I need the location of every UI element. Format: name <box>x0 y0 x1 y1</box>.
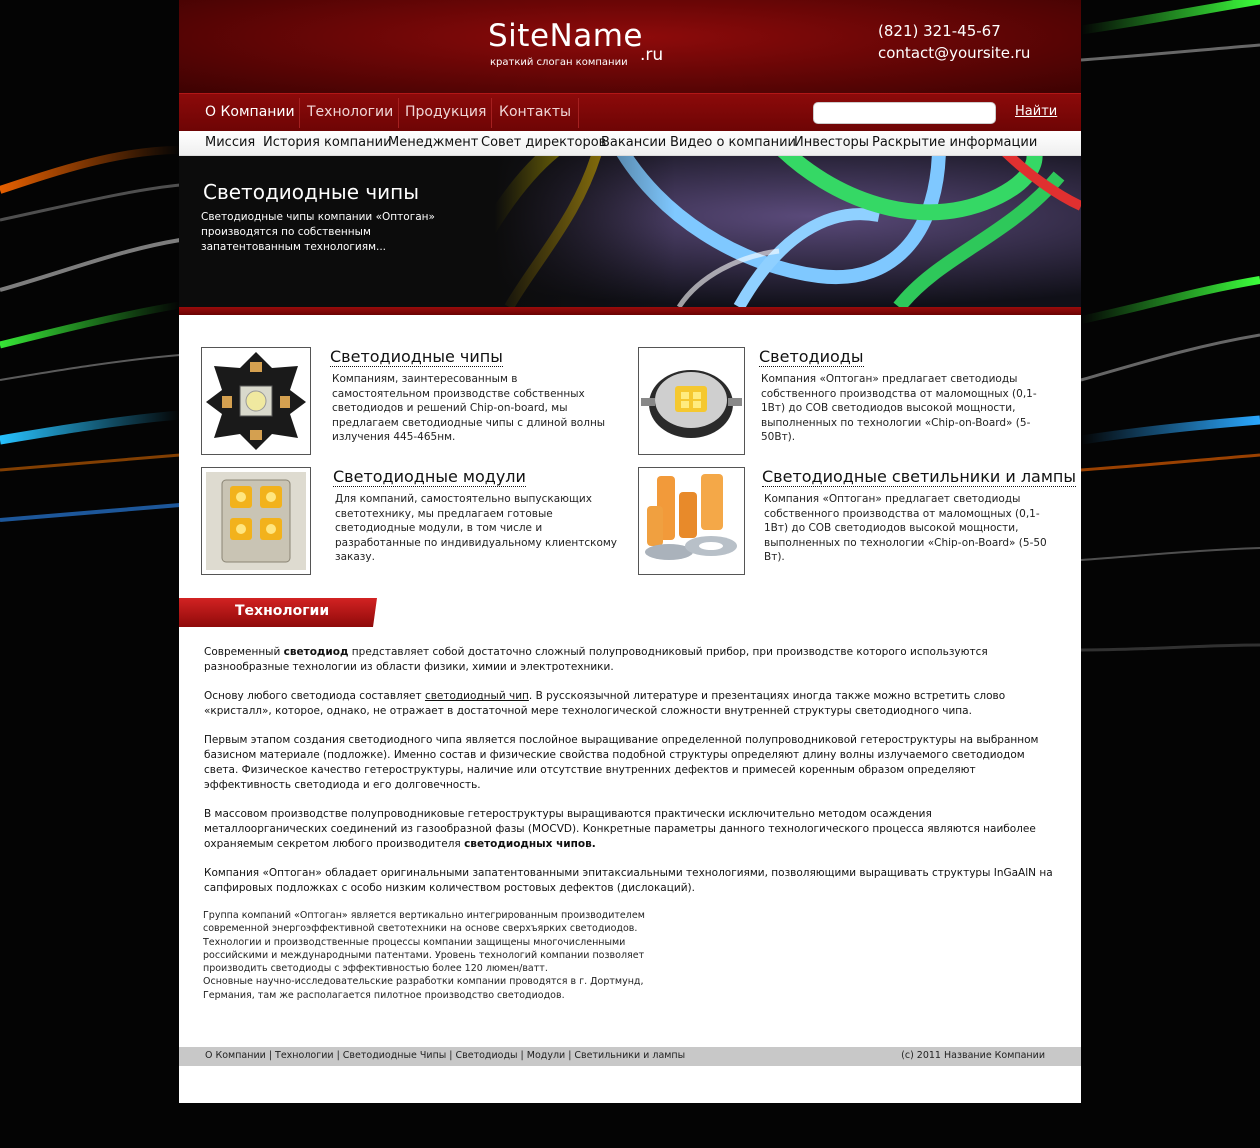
product-text-chips: Компаниям, заинтересованным в самостоятельном производстве собственных светодиодов и решений Chip-on-board, мы предлагаем светодиодные чипы с длиной волны излучения 445-465нм. <box>332 373 606 444</box>
article-body <box>204 645 1054 910</box>
subnav-item-management[interactable]: Менеджмент <box>388 135 479 150</box>
product-title-chips[interactable]: Светодиодные чипы <box>330 347 503 366</box>
search-button[interactable]: Найти <box>1015 104 1058 119</box>
section-title: Технологии <box>235 603 330 619</box>
footer-links: О Компании | Технологии | Светодиодные Чипы | Светодиоды | Модули | Светильники и лампы <box>205 1050 686 1061</box>
sub-nav <box>179 131 1081 156</box>
site-footer <box>179 1047 1081 1066</box>
subnav-item-video[interactable]: Видео о компании <box>670 135 797 150</box>
product-image-chips[interactable] <box>201 347 311 455</box>
product-text-modules: Для компаний, самостоятельно выпускающих светотехнику, мы предлагаем готовые светодиодные модули, в том числе и разработанные по индивидуальному клиентскому заказу. <box>335 493 618 564</box>
note-line: Технологии и производственные процессы компании защищены многочисленными российскими и международными патентами. Уровень технологий компании позволяет производить светодиоды с эффективностью более 120 люмен/ватт. <box>203 936 645 975</box>
nav-item-contacts[interactable]: Контакты <box>499 104 572 120</box>
article-paragraph: Компания «Оптоган» обладает оригинальными запатентованными эпитаксиальными технологиями, позволяющими выращивать структуры InGaAlN на сапфировых подложках с особо низким количеством ростовых дефектов (дислокаций). <box>204 867 1053 894</box>
search-input[interactable] <box>813 102 996 124</box>
product-title-lamps[interactable]: Светодиодные светильники и лампы <box>762 467 1077 486</box>
logo-name[interactable]: SiteName <box>488 18 643 54</box>
banner-title: Светодиодные чипы <box>203 180 420 204</box>
subnav-item-board[interactable]: Совет директоров <box>481 135 607 150</box>
nav-divider <box>491 98 492 128</box>
banner-bottom-bar <box>179 307 1081 315</box>
section-tab-technologies <box>179 598 379 627</box>
product-text-lamps: Компания «Оптоган» предлагает светодиоды собственного производства от маломощных (0,1-1Вт) до COB светодиодов высокой мощности, выполненных по технологии «Chip-on-Board» (5-50 Вт). <box>764 493 1047 564</box>
subnav-item-vacancies[interactable]: Вакансии <box>601 135 667 150</box>
article-paragraph: В массовом производстве полупроводниковые гетероструктуры выращиваются практически исключительно методом осаждения металлоорганических соединений из газообразной фазы (MOCVD). Конкретные параметры данного технологического процесса являются наиболее охраняемым секретом любого производителя светодиодных чипов. <box>204 808 1036 850</box>
subnav-item-history[interactable]: История компании <box>263 135 392 150</box>
banner-text: Светодиодные чипы компании «Оптоган» производятся по собственным запатентованным технологиям... <box>201 211 435 253</box>
footer-link-leds[interactable]: Светодиоды <box>455 1050 518 1061</box>
nav-item-about[interactable]: О Компании <box>205 104 295 120</box>
main-nav <box>179 93 1081 131</box>
article-paragraph: Первым этапом создания светодиодного чипа является послойное выращивание определенной полупроводниковой гетероструктуры на выбранном базисном материале (подложке). Именно состав и физические свойства подобной структуры определяют длину волны излучаемого светодиодом света. Физическое качество гетероструктуры, наличие или отсутствие внутренних дефектов и примесей коренным образом определяют эффективность светодиода и его долговечность. <box>204 734 1039 791</box>
footer-link-modules[interactable]: Модули <box>526 1050 566 1061</box>
nav-divider <box>299 98 300 128</box>
subnav-item-investors[interactable]: Инвесторы <box>794 135 870 150</box>
nav-item-products[interactable]: Продукция <box>405 104 487 120</box>
product-text-leds: Компания «Оптоган» предлагает светодиоды собственного производства от маломощных (0,1-1Вт) до COB светодиодов высокой мощности, выполненных по технологии «Chip-on-Board» (5-50Вт). <box>761 373 1037 444</box>
logo-tld: .ru <box>640 45 664 65</box>
nav-divider <box>578 98 579 128</box>
page-container <box>179 0 1081 1103</box>
company-note <box>203 909 693 1002</box>
subnav-item-mission[interactable]: Миссия <box>205 135 256 150</box>
article-paragraph: Современный светодиод представляет собой достаточно сложный полупроводниковый прибор, при производстве которого используются разнообразные технологии из области физики, химии и электротехники. <box>204 646 988 673</box>
product-image-leds[interactable] <box>638 347 745 455</box>
footer-link-about[interactable]: О Компании <box>205 1050 266 1061</box>
led-chip-link[interactable]: светодиодный чип <box>424 690 529 702</box>
product-title-leds[interactable]: Светодиоды <box>759 347 864 366</box>
contact-phone: (821) 321-45-67 <box>878 22 1001 40</box>
product-image-modules[interactable] <box>201 467 311 575</box>
product-image-lamps[interactable] <box>638 467 745 575</box>
nav-item-technologies[interactable]: Технологии <box>307 104 394 120</box>
note-line: Основные научно-исследовательские разработки компании проводятся в г. Дортмунд, Германия, там же располагается пилотное производство светодиодов. <box>203 976 644 1001</box>
site-header <box>179 0 1081 93</box>
article-paragraph: Основу любого светодиода составляет светодиодный чип. В русскоязычной литературе и презентациях иногда также можно встретить слово «кристалл», которое, однако, не отражает в достаточной мере технологической сложности внутренней структуры светодиодного чипа. <box>204 690 1006 717</box>
footer-link-technologies[interactable]: Технологии <box>275 1050 334 1061</box>
hero-banner <box>179 156 1081 307</box>
subnav-item-disclosure[interactable]: Раскрытие информации <box>872 135 1038 150</box>
contact-email[interactable]: contact@yoursite.ru <box>878 44 1031 62</box>
footer-copyright: (c) 2011 Название Компании <box>901 1050 1045 1061</box>
logo-slogan: краткий слоган компании <box>490 57 628 68</box>
product-title-modules[interactable]: Светодиодные модули <box>333 467 526 486</box>
footer-link-chips[interactable]: Светодиодные Чипы <box>342 1050 447 1061</box>
note-line: Группа компаний «Оптоган» является вертикально интегрированным производителем современной энергоэффективной светотехники на основе сверхъярких светодиодов. <box>203 910 645 935</box>
footer-link-lamps[interactable]: Светильники и лампы <box>574 1050 686 1061</box>
